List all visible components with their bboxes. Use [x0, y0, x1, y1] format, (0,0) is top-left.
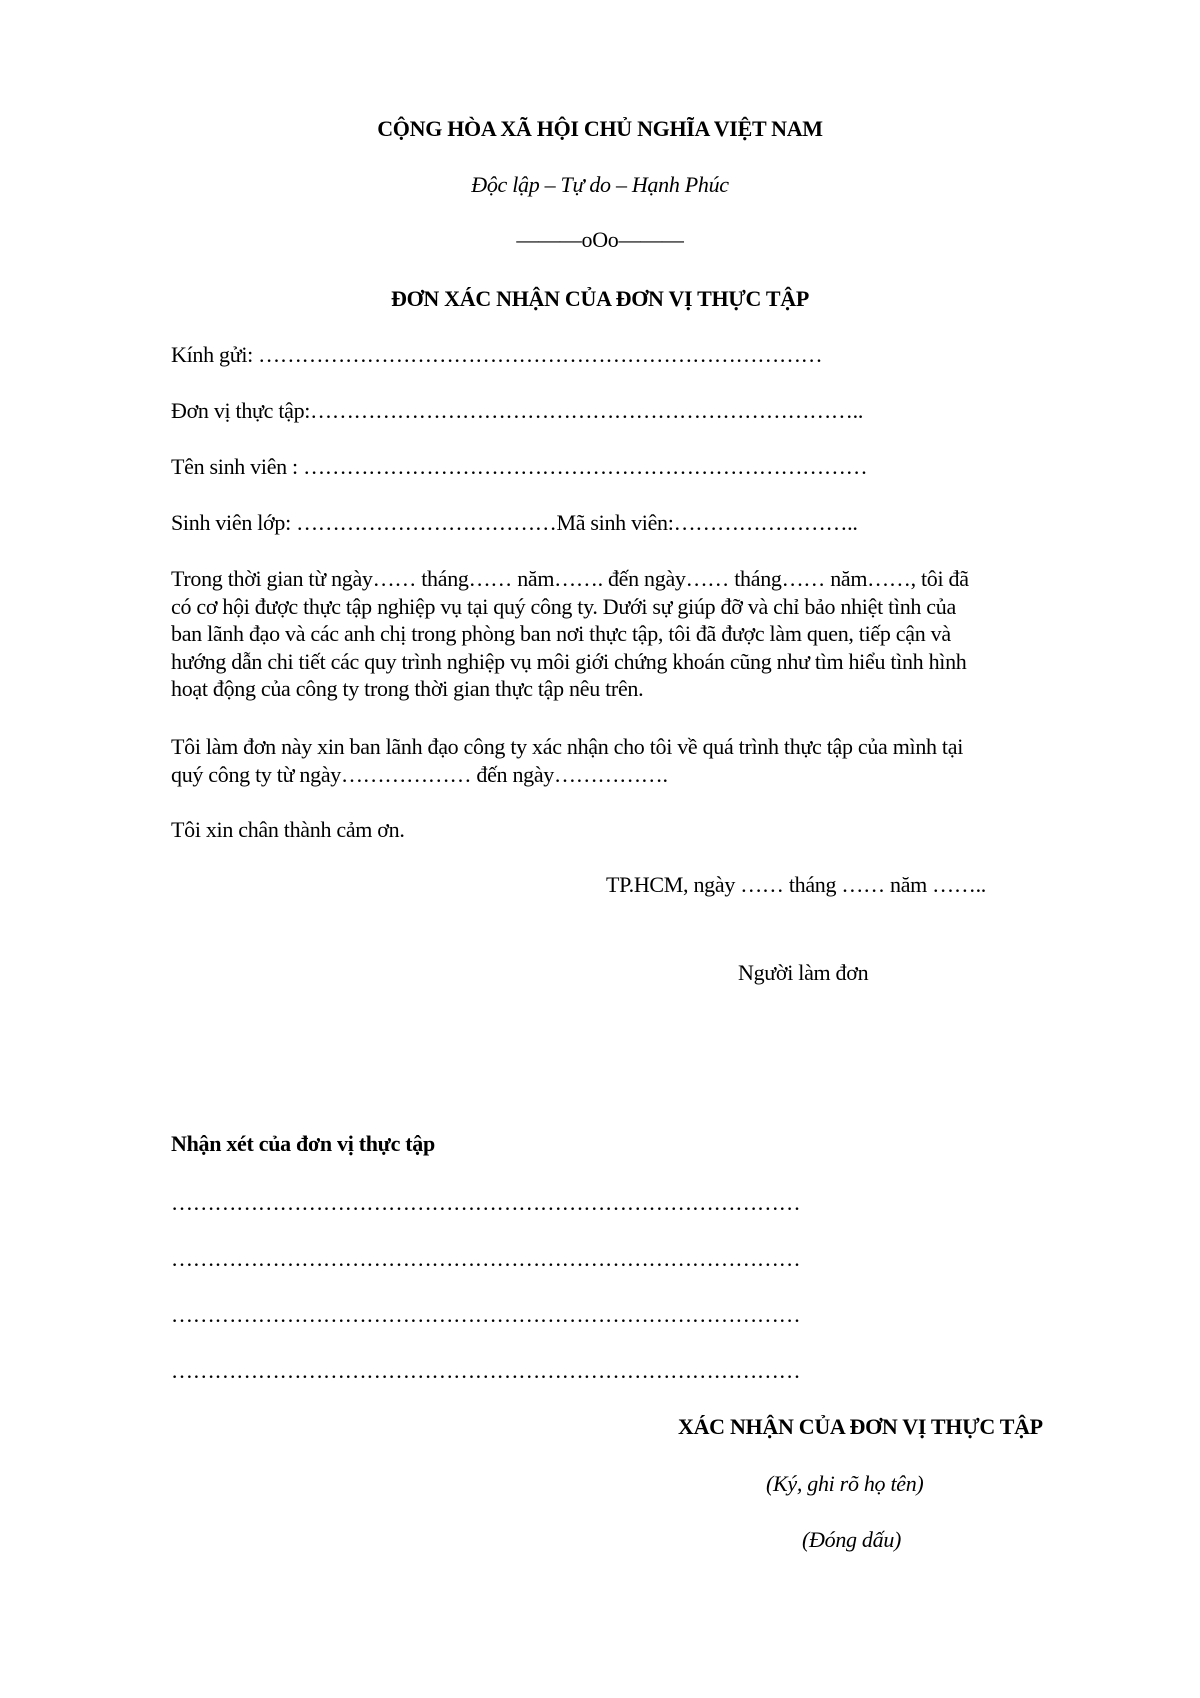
paragraph-line: Tôi làm đơn này xin ban lãnh đạo công ty xác nhận cho tôi về quá trình thực tập của mình tại [171, 734, 964, 759]
paragraph-internship [171, 565, 1091, 703]
field-kinh-gui: Kính gửi: …………………………………………………………………… [171, 342, 823, 367]
thanks-line: Tôi xin chân thành cảm ơn. [171, 817, 405, 842]
paragraph-line: hướng dẫn chi tiết các quy trình nghiệp vụ môi giới chứng khoán cũng như tìm hiểu tình hình [171, 648, 967, 674]
paragraph-line: quý công ty từ ngày……………… đến ngày……………. [171, 761, 668, 787]
country-header: CỘNG HÒA XÃ HỘI CHỦ NGHĨA VIỆT NAM [377, 116, 823, 141]
paragraph-line: hoạt động của công ty trong thời gian thực tập nêu trên. [171, 676, 644, 701]
review-dotted-line: …………………………………………………………………………… [171, 1190, 801, 1215]
review-heading: Nhận xét của đơn vị thực tập [171, 1131, 435, 1156]
form-title: ĐƠN XÁC NHẬN CỦA ĐƠN VỊ THỰC TẬP [390, 286, 809, 311]
review-dotted-line: …………………………………………………………………………… [171, 1246, 801, 1271]
place-date: TP.HCM, ngày …… tháng …… năm …….. [606, 872, 986, 897]
field-sinh-vien-lop: Sinh viên lớp: ………………………………Mã sinh viên:…………………….. [171, 510, 858, 535]
paragraph-line: Trong thời gian từ ngày…… tháng…… năm……. đến ngày…… tháng…… năm……, tôi đã [171, 566, 969, 591]
stamp-note: (Đóng dấu) [802, 1527, 902, 1552]
field-don-vi: Đơn vị thực tập:………………………………………………………………….. [171, 398, 864, 423]
applicant-label: Người làm đơn [738, 960, 869, 985]
motto: Độc lập – Tự do – Hạnh Phúc [471, 172, 729, 197]
divider: ———oOo——— [516, 227, 684, 252]
paragraph-line: có cơ hội được thực tập nghiệp vụ tại quý công ty. Dưới sự giúp đỡ và chỉ bảo nhiệt tình của [171, 593, 956, 619]
paragraph-request [171, 733, 1091, 788]
paragraph-line: ban lãnh đạo và các anh chị trong phòng ban nơi thực tập, tôi đã được làm quen, tiếp cận và [171, 621, 951, 646]
confirm-title: XÁC NHẬN CỦA ĐƠN VỊ THỰC TẬP [678, 1414, 1043, 1439]
field-ten-sinh-vien: Tên sinh viên : …………………………………………………………………… [171, 454, 868, 479]
review-dotted-line: …………………………………………………………………………… [171, 1358, 801, 1383]
review-dotted-line: …………………………………………………………………………… [171, 1302, 801, 1327]
sign-note: (Ký, ghi rõ họ tên) [766, 1471, 924, 1496]
